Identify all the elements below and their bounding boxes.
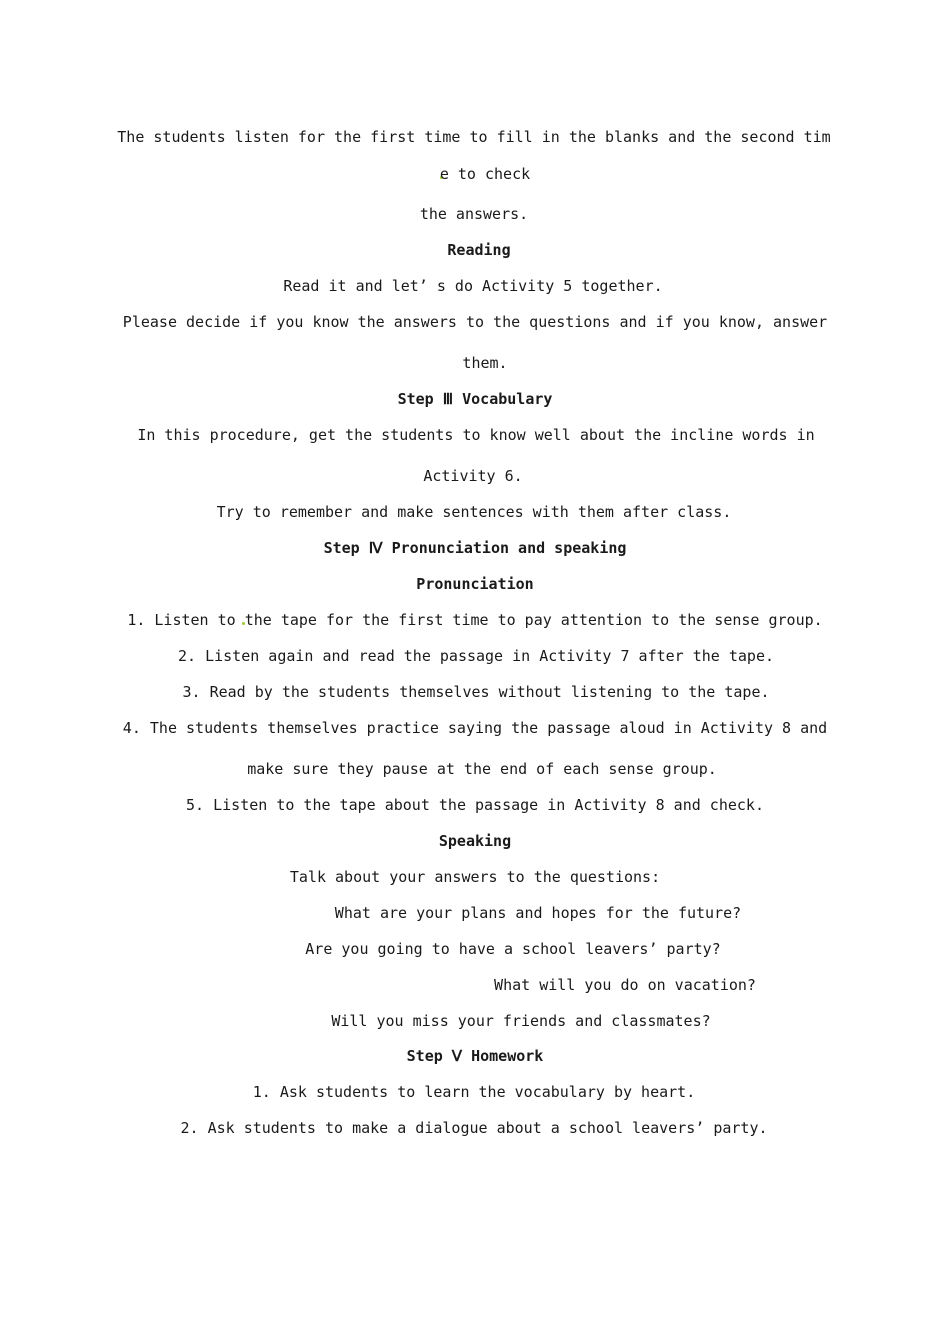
pronunciation-speaking-heading: Step Ⅳ Pronunciation and speaking (323, 539, 627, 557)
pronunciation-item-2: 2. Listen again and read the passage in Activity 7 after the tape. (177, 647, 775, 665)
vocabulary-line-1: In this procedure, get the students to know well about the incline words in (137, 426, 815, 444)
homework-heading: Step Ⅴ Homework (406, 1047, 544, 1065)
pronunciation-item-5: 5. Listen to the tape about the passage in Activity 8 and check. (186, 796, 764, 814)
pronunciation-item-3: 3. Read by the students themselves without listening to the tape. (182, 683, 770, 701)
listening-line-2: e to check (439, 165, 531, 183)
reading-line-1: Read it and let’ s do Activity 5 together. (283, 277, 663, 295)
listening-line-3: the answers. (419, 205, 529, 223)
speaking-question-1: What are your plans and hopes for the future? (334, 904, 742, 922)
pronunciation-subheading: Pronunciation (416, 575, 534, 593)
homework-item-1: 1. Ask students to learn the vocabulary by heart. (252, 1083, 696, 1101)
speaking-question-4: Will you miss your friends and classmates? (331, 1012, 711, 1030)
pronunciation-item-4-cont: make sure they pause at the end of each sense group. (247, 760, 717, 778)
speaking-question-2: Are you going to have a school leavers’ party? (305, 940, 721, 958)
reading-line-3: them. (462, 354, 508, 372)
reading-line-2: Please decide if you know the answers to the questions and if you know, answer (122, 313, 828, 331)
pronunciation-item-1: 1. Listen to the tape for the first time to pay attention to the sense group. (127, 611, 823, 629)
vocabulary-line-2: Activity 6. (423, 467, 523, 485)
homework-item-2: 2. Ask students to make a dialogue about a school leavers’ party. (180, 1119, 768, 1137)
pronunciation-item-4: 4. The students themselves practice saying the passage aloud in Activity 8 and (122, 719, 828, 737)
vocabulary-line-3: Try to remember and make sentences with them after class. (216, 503, 732, 521)
reading-heading: Reading (447, 241, 511, 259)
speaking-heading: Speaking (438, 832, 512, 850)
vocabulary-heading: Step Ⅲ Vocabulary (397, 390, 553, 408)
listening-line-1: The students listen for the first time to fill in the blanks and the second tim (117, 128, 831, 146)
speaking-intro: Talk about your answers to the questions: (289, 868, 661, 886)
speaking-question-3: What will you do on vacation? (494, 976, 756, 994)
